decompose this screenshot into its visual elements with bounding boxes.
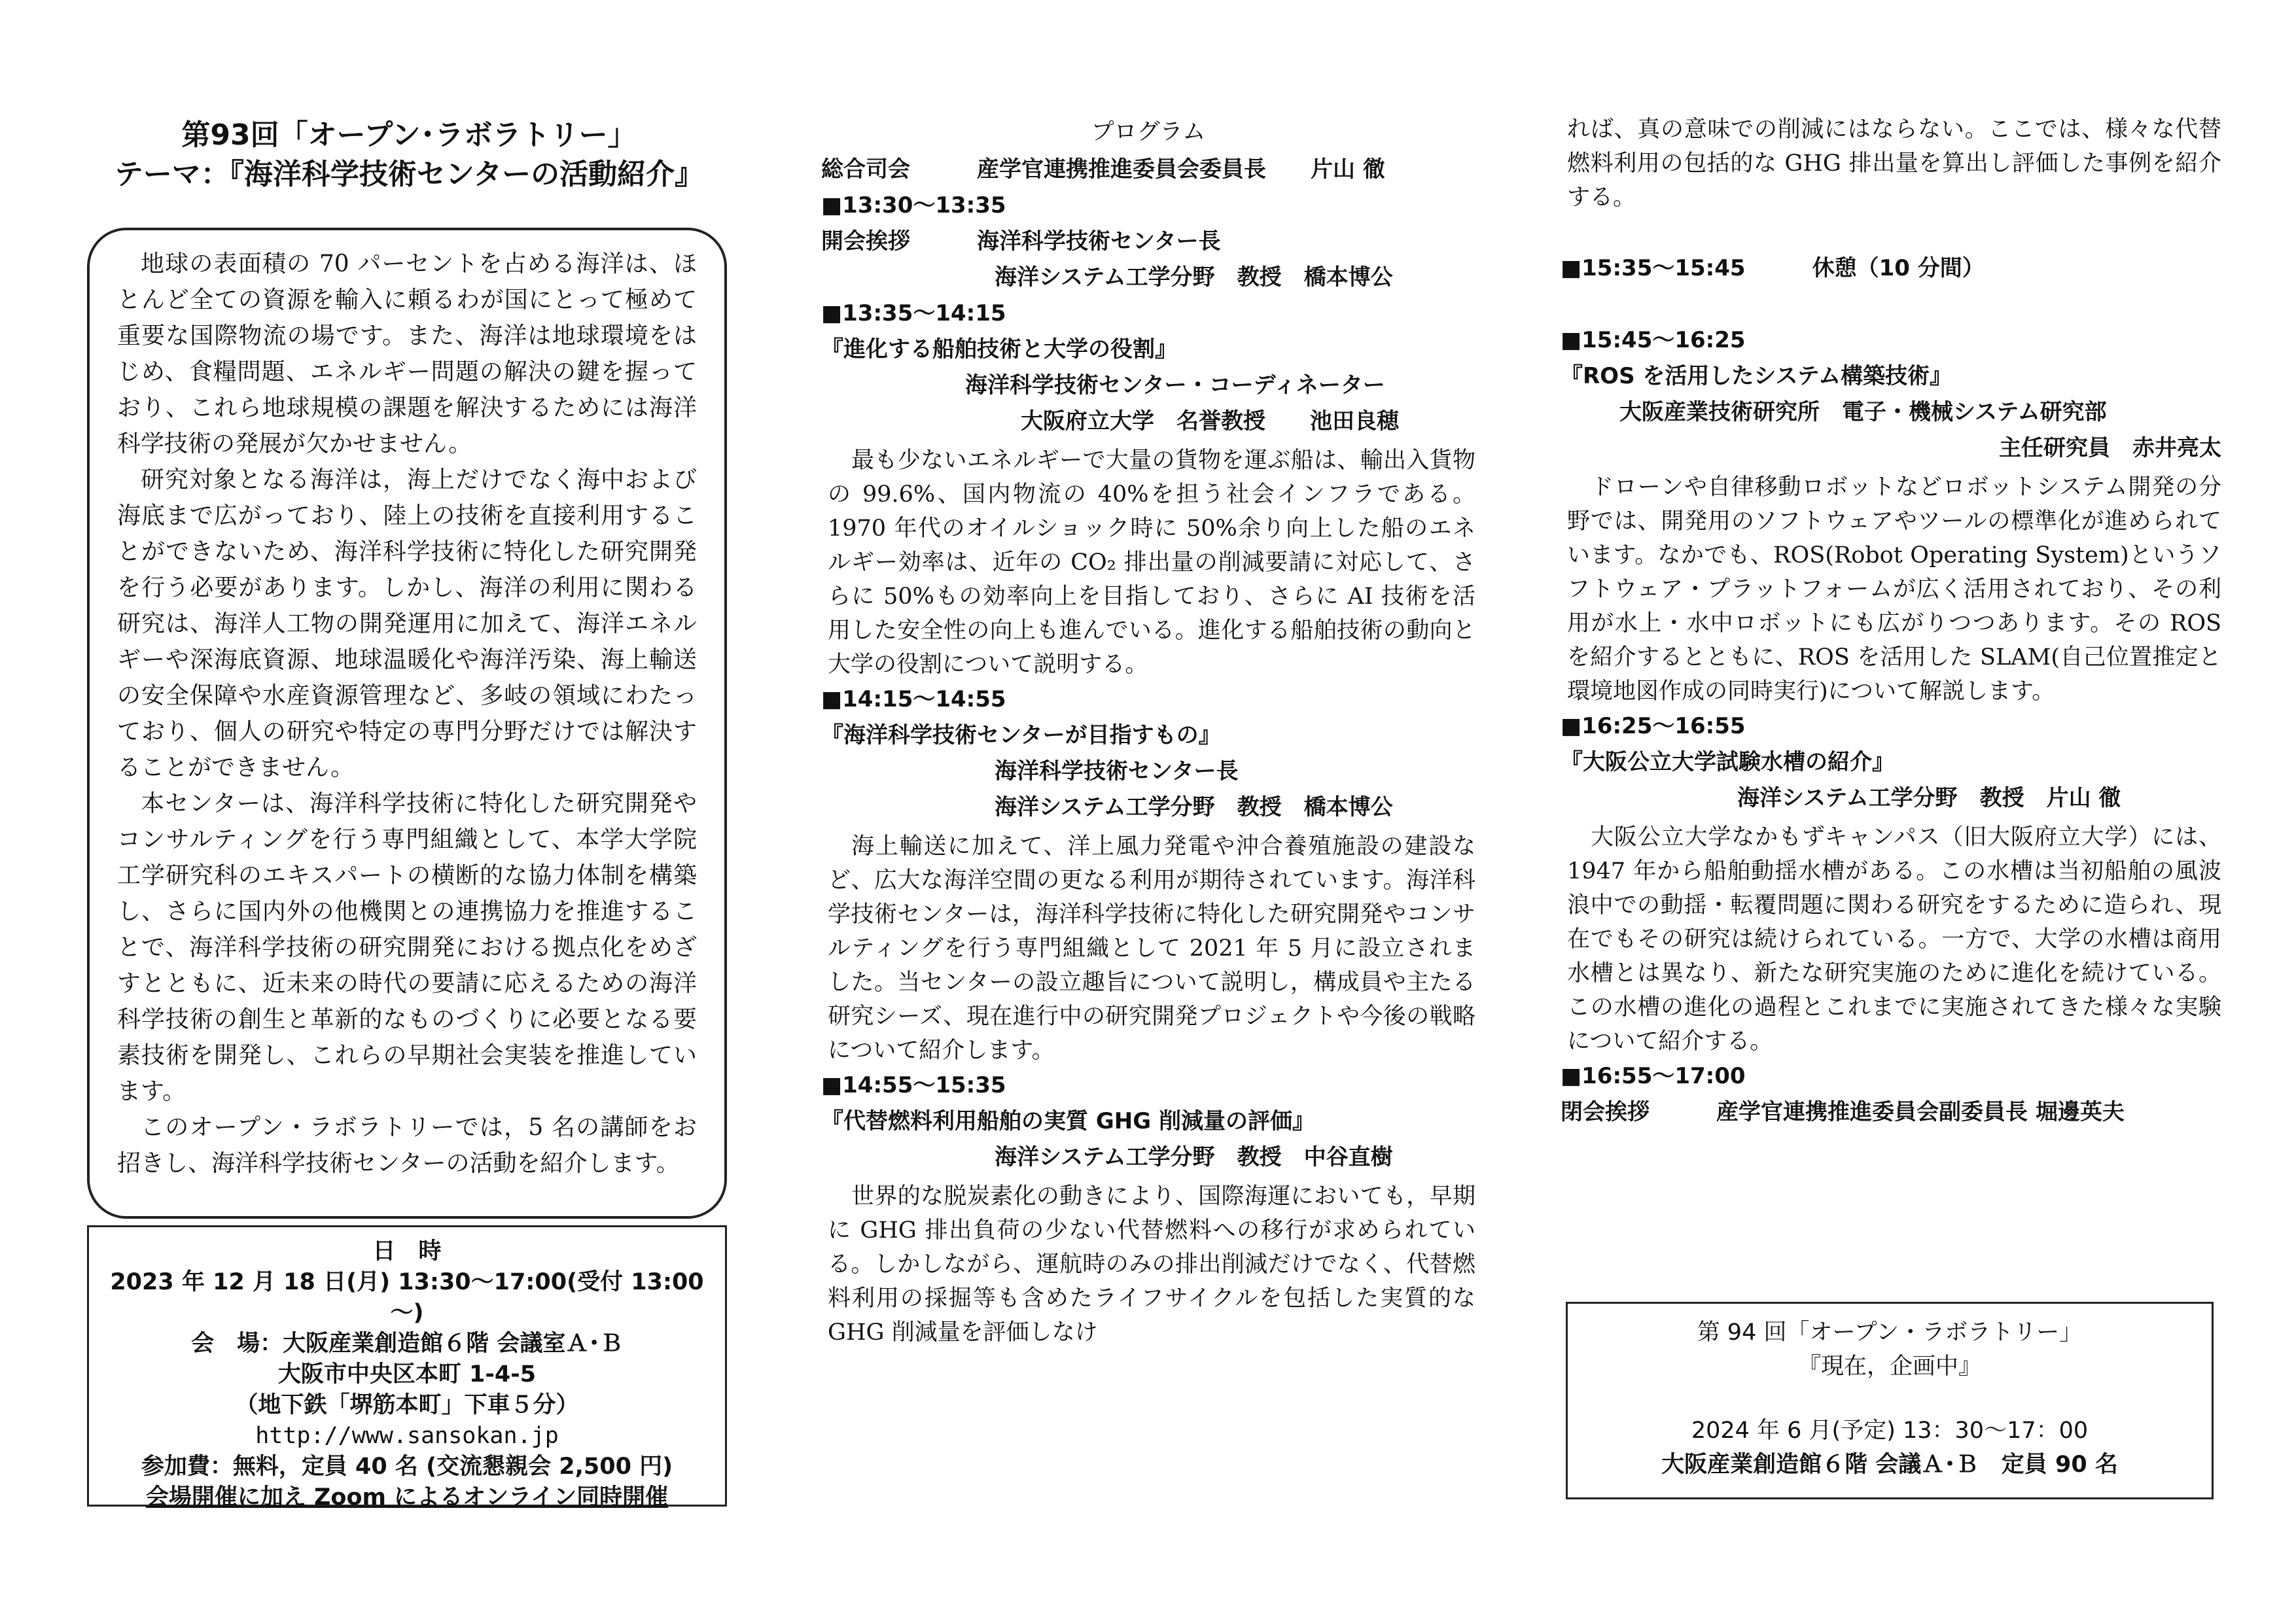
info-access: （地下鉄「堺筋本町」下車５分） <box>235 1392 579 1418</box>
session-title: 『海洋科学技術センターが目指すもの』 <box>821 722 1221 748</box>
session-time: ■14:55～15:35 <box>821 1072 1006 1098</box>
program-chair: 総合司会 産学官連携推進委員会委員長 片山 徹 <box>821 156 1385 183</box>
session-speaker: 海洋科学技術センター・コーディネーター <box>965 372 1385 398</box>
program-column-2 <box>1561 113 2221 1130</box>
next-event-title: 第 94 回「オープン・ラボラトリー」 <box>1697 1319 2083 1346</box>
program-heading: プログラム <box>1091 119 1206 145</box>
session-time: ■15:45～16:25 <box>1561 327 1746 353</box>
info-fee: 参加費：無料，定員 40 名 (交流懇親会 2,500 円) <box>141 1454 673 1480</box>
session-speaker: 大阪府立大学 名誉教授 池田良穂 <box>1021 408 1399 434</box>
session-abstract-continued: れば、真の意味での削減にはならない。ここでは、様々な代替燃料利用の包括的な GHG 排出量を算出し評価した事例を紹介する。 <box>1567 116 2221 211</box>
next-event-date: 2024 年 6 月(予定) 13：30～17：00 <box>1691 1418 2089 1444</box>
next-event-box <box>1566 1302 2214 1499</box>
session-abstract: 大阪公立大学なかもずキャンパス（旧大阪府立大学）には、1947 年から船舶動揺水槽がある。この水槽は当初船舶の風波浪中での動揺・転覆問題に関わる研究をするために造られ、現在でもその研究は続けられている。一方で、大学の水槽は商用水槽とは異なり、新たな研究実施のために進化を続けている。この水槽の進化の過程とこれまでに実施されてきた様々な実験について紹介する。 <box>1567 824 2221 1055</box>
session-speaker: 海洋システム工学分野 教授 橋本博公 <box>995 794 1393 820</box>
opening-speaker: 海洋システム工学分野 教授 橋本博公 <box>995 264 1393 290</box>
intro-box <box>87 228 727 1219</box>
session-time: ■13:35～14:15 <box>821 300 1006 326</box>
session-speaker: 大阪産業技術研究所 電子・機械システム研究部 <box>1619 399 2107 425</box>
opening-line: 開会挨拶 海洋科学技術センター長 <box>821 228 1221 254</box>
next-event-venue: 大阪産業創造館６階 会議Ａ･Ｂ 定員 90 名 <box>1661 1452 2118 1478</box>
session-abstract: 世界的な脱炭素化の動きにより、国際海運においても，早期に GHG 排出負荷の少ない代替燃料への移行が求められている。しかしながら、運航時のみの排出削減だけでなく、代替燃料利用の採掘等も含めたライフサイクルを包括した実質的な GHG 削減量を評価しなけ <box>828 1183 1475 1346</box>
intro-paragraph: 地球の表面積の 70 パーセントを占める海洋は、ほとんど全ての資源を輸入に頼るわが国にとって極めて重要な国際物流の場です。また、海洋は地球環境をはじめ、食糧問題、エネルギー問題の解決の鍵を握っており、これら地球規模の課題を解決するためには海洋科学技術の発展が欠かせません。 <box>117 251 697 457</box>
closing-line: 閉会挨拶 産学官連携推進委員会副委員長 堀邊英夫 <box>1561 1099 2125 1125</box>
session-title: 『進化する船舶技術と大学の役割』 <box>821 336 1177 362</box>
event-info-box <box>87 1225 727 1510</box>
intro-paragraph: このオープン・ラボラトリーでは，5 名の講師をお招きし、海洋科学技術センターの活動を紹介します。 <box>117 1114 697 1177</box>
session-abstract: ドローンや自律移動ロボットなどロボットシステム開発の分野では、開発用のソフトウェアやツールの標準化が進められています。なかでも、ROS(Robot Operating System)というソフトウェア・プラットフォームが広く活用されており、その利用が水上・水中ロボットにも広がりつつあります。その ROS を紹介するとともに、ROS を活用した SLAM(自己位置推定と環境地図作成の同時実行)について解説します。 <box>1567 474 2221 705</box>
session-time: ■16:25～16:55 <box>1561 713 1746 739</box>
session-abstract: 最も少ないエネルギーで大量の貨物を運ぶ船は、輸出入貨物の 99.6%、国内物流の 40%を担う社会インフラである。1970 年代のオイルショック時に 50%余り向上した船のエネルギー効率は、近年の CO₂ 排出量の削減要請に対応して、さらに 50%もの効率向上を目指しており、さらに AI 技術を活用した安全性の向上も進んでいる。進化する船舶技術の動向と大学の役割について説明する。 <box>828 447 1475 678</box>
program-column-1 <box>821 113 1475 1350</box>
info-online: 会場開催に加え Zoom によるオンライン同時開催 <box>145 1484 669 1510</box>
session-title: 『ROS を活用したシステム構築技術』 <box>1561 363 1952 389</box>
info-date: 2023 年 12 月 18 日(月) 13:30～17:00(受付 13:00～) <box>110 1269 704 1326</box>
session-time: ■16:55～17:00 <box>1561 1063 1746 1089</box>
session-speaker: 海洋システム工学分野 教授 中谷直樹 <box>995 1144 1393 1170</box>
session-speaker: 海洋システム工学分野 教授 片山 徹 <box>1737 785 2121 811</box>
session-title: 『代替燃料利用船舶の実質 GHG 削減量の評価』 <box>821 1108 1315 1134</box>
session-title: 『大阪公立大学試験水槽の紹介』 <box>1561 749 1894 775</box>
page-title: 第93回「オープン･ラボラトリー」 <box>181 118 637 152</box>
session-speaker: 主任研究員 赤井亮太 <box>1999 435 2221 461</box>
session-time: ■14:15～14:55 <box>821 686 1006 712</box>
intro-paragraph: 本センターは、海洋科学技術に特化した研究開発やコンサルティングを行う専門組織として、本学大学院工学研究科のエキスパートの横断的な協力体制を構築し、さらに国内外の他機関との連携協力を推進することで、海洋科学技術の研究開発における拠点化をめざすとともに、近未来の時代の要請に応えるための海洋科学技術の創生と革新的なものづくりに必要となる要素技術を開発し、これらの早期社会実装を推進しています。 <box>117 790 697 1105</box>
info-address: 大阪市中央区本町 1-4-5 <box>277 1361 537 1387</box>
info-url[interactable]: http://www.sansokan.jp <box>255 1423 559 1449</box>
session-speaker: 海洋科学技術センター長 <box>995 758 1239 784</box>
session-abstract: 海上輸送に加えて、洋上風力発電や沖合養殖施設の建設など、広大な海洋空間の更なる利用が期待されています。海洋科学技術センターは，海洋科学技術に特化した研究開発やコンサルティングを行う専門組織として 2021 年 5 月に設立されました。当センターの設立趣旨について説明し，構成員や主たる研究シーズ、現在進行中の研究開発プロジェクトや今後の戦略について紹介します。 <box>828 833 1475 1064</box>
break-line: ■15:35～15:45 休憩（10 分間） <box>1561 255 1985 281</box>
intro-paragraph: 研究対象となる海洋は，海上だけでなく海中および海底まで広がっており、陸上の技術を直接利用することができないため、海洋科学技術に特化した研究開発を行う必要があります。しかし、海洋の利用に関わる研究は、海洋人工物の開発運用に加えて、海洋エネルギーや深海底資源、地球温暖化や海洋汚染、海上輸送の安全保障や水産資源管理など、多岐の領域にわたっており、個人の研究や特定の専門分野だけでは解決することができません。 <box>117 466 697 781</box>
page-theme: テーマ：『海洋科学技術センターの活動紹介』 <box>114 158 704 191</box>
info-heading: 日 時 <box>372 1238 442 1265</box>
next-event-theme: 『現在，企画中』 <box>1797 1353 1981 1380</box>
session-time: ■13:30～13:35 <box>821 192 1006 218</box>
info-venue: 会 場：大阪産業創造館６階 会議室Ａ･Ｂ <box>191 1331 623 1357</box>
